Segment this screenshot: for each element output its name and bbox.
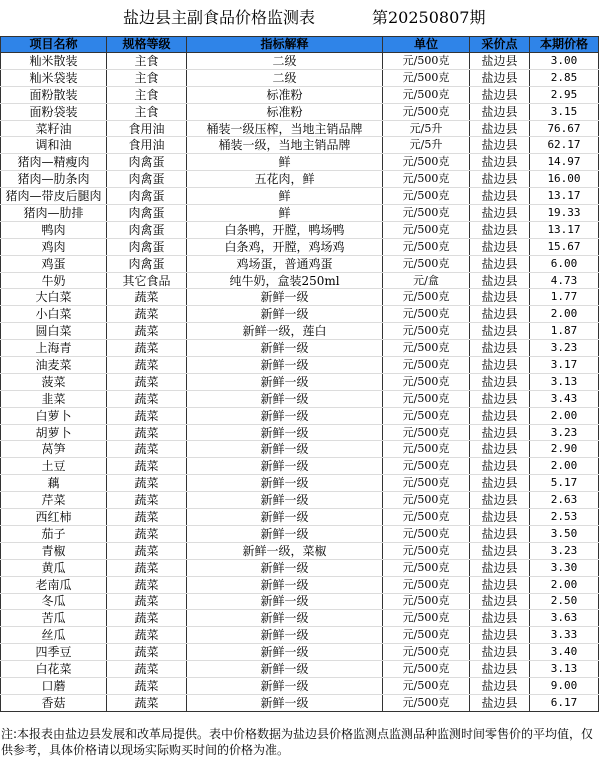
cell-unit: 元/500克 bbox=[383, 593, 470, 610]
cell-price: 2.63 bbox=[530, 492, 599, 509]
cell-item-name: 牛奶 bbox=[1, 272, 107, 289]
cell-item-name: 上海青 bbox=[1, 340, 107, 357]
cell-location: 盐边县 bbox=[470, 694, 530, 711]
table-row bbox=[1, 357, 599, 374]
cell-location: 盐边县 bbox=[470, 53, 530, 70]
table-row bbox=[1, 525, 599, 542]
cell-price: 15.67 bbox=[530, 238, 599, 255]
cell-item-name: 猪肉—精瘦肉 bbox=[1, 154, 107, 171]
cell-price: 2.00 bbox=[530, 306, 599, 323]
cell-unit: 元/500克 bbox=[383, 340, 470, 357]
table-row bbox=[1, 103, 599, 120]
cell-price: 9.00 bbox=[530, 677, 599, 694]
cell-unit: 元/500克 bbox=[383, 255, 470, 272]
cell-description: 新鲜一级 bbox=[187, 340, 383, 357]
cell-unit: 元/500克 bbox=[383, 610, 470, 627]
cell-price: 3.23 bbox=[530, 424, 599, 441]
cell-unit: 元/500克 bbox=[383, 441, 470, 458]
cell-unit: 元/500克 bbox=[383, 407, 470, 424]
table-row bbox=[1, 289, 599, 306]
cell-price: 2.90 bbox=[530, 441, 599, 458]
header-item-name: 项目名称 bbox=[1, 37, 107, 53]
table-row bbox=[1, 441, 599, 458]
cell-location: 盐边县 bbox=[470, 627, 530, 644]
cell-description: 白条鸡，开膛，鸡场鸡 bbox=[187, 238, 383, 255]
report-title-row bbox=[0, 0, 602, 36]
cell-location: 盐边县 bbox=[470, 424, 530, 441]
cell-price: 3.00 bbox=[530, 53, 599, 70]
cell-location: 盐边县 bbox=[470, 272, 530, 289]
cell-description: 新鲜一级 bbox=[187, 661, 383, 678]
cell-item-name: 面粉散装 bbox=[1, 86, 107, 103]
report-title: 盐边县主副食品价格监测表 bbox=[123, 8, 316, 27]
cell-grade: 主食 bbox=[107, 69, 187, 86]
cell-price: 3.33 bbox=[530, 627, 599, 644]
table-row bbox=[1, 492, 599, 509]
table-row bbox=[1, 627, 599, 644]
cell-description: 白条鸭，开膛，鸭场鸭 bbox=[187, 221, 383, 238]
cell-description: 新鲜一级 bbox=[187, 694, 383, 711]
header-location: 采价点 bbox=[470, 37, 530, 53]
cell-unit: 元/500克 bbox=[383, 373, 470, 390]
cell-grade: 蔬菜 bbox=[107, 306, 187, 323]
cell-item-name: 青椒 bbox=[1, 542, 107, 559]
table-row bbox=[1, 559, 599, 576]
cell-price: 1.77 bbox=[530, 289, 599, 306]
cell-item-name: 面粉袋装 bbox=[1, 103, 107, 120]
table-row bbox=[1, 171, 599, 188]
cell-description: 新鲜一级 bbox=[187, 373, 383, 390]
cell-grade: 蔬菜 bbox=[107, 441, 187, 458]
table-row bbox=[1, 69, 599, 86]
cell-price: 6.00 bbox=[530, 255, 599, 272]
cell-price: 2.85 bbox=[530, 69, 599, 86]
cell-description: 新鲜一级 bbox=[187, 458, 383, 475]
cell-location: 盐边县 bbox=[470, 340, 530, 357]
cell-location: 盐边县 bbox=[470, 323, 530, 340]
cell-description: 桶装一级压榨，当地主销品牌 bbox=[187, 120, 383, 137]
cell-price: 3.63 bbox=[530, 610, 599, 627]
cell-unit: 元/500克 bbox=[383, 492, 470, 509]
table-row bbox=[1, 677, 599, 694]
cell-location: 盐边县 bbox=[470, 255, 530, 272]
cell-description: 新鲜一级 bbox=[187, 559, 383, 576]
cell-price: 2.50 bbox=[530, 593, 599, 610]
cell-description: 鸡场蛋，普通鸡蛋 bbox=[187, 255, 383, 272]
cell-item-name: 菜籽油 bbox=[1, 120, 107, 137]
cell-item-name: 茄子 bbox=[1, 525, 107, 542]
cell-price: 2.95 bbox=[530, 86, 599, 103]
cell-item-name: 籼米散装 bbox=[1, 53, 107, 70]
cell-unit: 元/500克 bbox=[383, 53, 470, 70]
cell-location: 盐边县 bbox=[470, 86, 530, 103]
cell-unit: 元/500克 bbox=[383, 424, 470, 441]
cell-description: 新鲜一级 bbox=[187, 677, 383, 694]
cell-description: 鲜 bbox=[187, 154, 383, 171]
cell-description: 新鲜一级 bbox=[187, 492, 383, 509]
cell-unit: 元/500克 bbox=[383, 205, 470, 222]
cell-location: 盐边县 bbox=[470, 576, 530, 593]
cell-description: 新鲜一级 bbox=[187, 306, 383, 323]
cell-location: 盐边县 bbox=[470, 390, 530, 407]
cell-unit: 元/500克 bbox=[383, 458, 470, 475]
cell-location: 盐边县 bbox=[470, 188, 530, 205]
cell-item-name: 藕 bbox=[1, 475, 107, 492]
cell-description: 新鲜一级 bbox=[187, 576, 383, 593]
cell-grade: 蔬菜 bbox=[107, 509, 187, 526]
cell-description: 鲜 bbox=[187, 188, 383, 205]
cell-grade: 蔬菜 bbox=[107, 373, 187, 390]
cell-location: 盐边县 bbox=[470, 677, 530, 694]
table-row bbox=[1, 694, 599, 711]
cell-unit: 元/500克 bbox=[383, 576, 470, 593]
cell-grade: 肉禽蛋 bbox=[107, 221, 187, 238]
cell-description: 新鲜一级 bbox=[187, 357, 383, 374]
cell-grade: 肉禽蛋 bbox=[107, 154, 187, 171]
cell-unit: 元/500克 bbox=[383, 525, 470, 542]
cell-description: 新鲜一级，莲白 bbox=[187, 323, 383, 340]
cell-grade: 蔬菜 bbox=[107, 289, 187, 306]
cell-location: 盐边县 bbox=[470, 492, 530, 509]
table-row bbox=[1, 188, 599, 205]
cell-location: 盐边县 bbox=[470, 373, 530, 390]
table-header-row bbox=[1, 37, 599, 53]
cell-grade: 食用油 bbox=[107, 120, 187, 137]
cell-location: 盐边县 bbox=[470, 205, 530, 222]
table-row bbox=[1, 137, 599, 154]
cell-unit: 元/500克 bbox=[383, 390, 470, 407]
cell-location: 盐边县 bbox=[470, 593, 530, 610]
table-row bbox=[1, 593, 599, 610]
cell-price: 3.13 bbox=[530, 661, 599, 678]
table-row bbox=[1, 221, 599, 238]
cell-item-name: 苦瓜 bbox=[1, 610, 107, 627]
cell-grade: 蔬菜 bbox=[107, 661, 187, 678]
table-row bbox=[1, 272, 599, 289]
footnote: 注:本报表由盐边县发展和改革局提供。表中价格数据为盐边县价格监测点监测品种监测时间零售价的平均值，仅供参考，具体价格请以现场实际购买时间的价格为准。 bbox=[1, 727, 594, 757]
cell-price: 6.17 bbox=[530, 694, 599, 711]
cell-grade: 蔬菜 bbox=[107, 390, 187, 407]
cell-location: 盐边县 bbox=[470, 441, 530, 458]
cell-price: 13.17 bbox=[530, 188, 599, 205]
cell-grade: 蔬菜 bbox=[107, 525, 187, 542]
cell-item-name: 鸡肉 bbox=[1, 238, 107, 255]
cell-price: 13.17 bbox=[530, 221, 599, 238]
cell-description: 新鲜一级 bbox=[187, 289, 383, 306]
cell-unit: 元/盒 bbox=[383, 272, 470, 289]
cell-grade: 蔬菜 bbox=[107, 627, 187, 644]
cell-item-name: 白花菜 bbox=[1, 661, 107, 678]
cell-description: 新鲜一级 bbox=[187, 593, 383, 610]
cell-grade: 主食 bbox=[107, 53, 187, 70]
cell-item-name: 菠菜 bbox=[1, 373, 107, 390]
cell-grade: 蔬菜 bbox=[107, 492, 187, 509]
cell-grade: 蔬菜 bbox=[107, 458, 187, 475]
cell-grade: 蔬菜 bbox=[107, 694, 187, 711]
cell-item-name: 调和油 bbox=[1, 137, 107, 154]
cell-unit: 元/500克 bbox=[383, 69, 470, 86]
table-row bbox=[1, 661, 599, 678]
cell-grade: 肉禽蛋 bbox=[107, 238, 187, 255]
cell-unit: 元/5升 bbox=[383, 137, 470, 154]
cell-description: 纯牛奶，盒装250ml bbox=[187, 272, 383, 289]
cell-item-name: 小白菜 bbox=[1, 306, 107, 323]
cell-item-name: 猪肉—肋条肉 bbox=[1, 171, 107, 188]
cell-item-name: 胡萝卜 bbox=[1, 424, 107, 441]
report-period: 第20250807期 bbox=[372, 8, 486, 27]
price-table bbox=[0, 36, 599, 712]
cell-price: 76.67 bbox=[530, 120, 599, 137]
cell-location: 盐边县 bbox=[470, 120, 530, 137]
cell-grade: 主食 bbox=[107, 86, 187, 103]
cell-grade: 蔬菜 bbox=[107, 542, 187, 559]
cell-location: 盐边县 bbox=[470, 559, 530, 576]
table-row bbox=[1, 306, 599, 323]
cell-location: 盐边县 bbox=[470, 525, 530, 542]
cell-price: 62.17 bbox=[530, 137, 599, 154]
cell-unit: 元/500克 bbox=[383, 306, 470, 323]
cell-description: 新鲜一级 bbox=[187, 627, 383, 644]
cell-item-name: 白萝卜 bbox=[1, 407, 107, 424]
cell-item-name: 香菇 bbox=[1, 694, 107, 711]
table-row bbox=[1, 509, 599, 526]
cell-unit: 元/500克 bbox=[383, 661, 470, 678]
cell-grade: 蔬菜 bbox=[107, 357, 187, 374]
cell-item-name: 冬瓜 bbox=[1, 593, 107, 610]
cell-price: 3.30 bbox=[530, 559, 599, 576]
cell-item-name: 丝瓜 bbox=[1, 627, 107, 644]
cell-description: 新鲜一级 bbox=[187, 525, 383, 542]
cell-description: 新鲜一级 bbox=[187, 610, 383, 627]
cell-price: 3.43 bbox=[530, 390, 599, 407]
cell-unit: 元/500克 bbox=[383, 171, 470, 188]
cell-location: 盐边县 bbox=[470, 171, 530, 188]
cell-item-name: 大白菜 bbox=[1, 289, 107, 306]
cell-description: 新鲜一级 bbox=[187, 424, 383, 441]
cell-location: 盐边县 bbox=[470, 610, 530, 627]
cell-description: 标准粉 bbox=[187, 103, 383, 120]
table-row bbox=[1, 53, 599, 70]
table-row bbox=[1, 475, 599, 492]
cell-grade: 肉禽蛋 bbox=[107, 255, 187, 272]
cell-description: 标准粉 bbox=[187, 86, 383, 103]
cell-price: 2.00 bbox=[530, 458, 599, 475]
cell-location: 盐边县 bbox=[470, 509, 530, 526]
table-row bbox=[1, 238, 599, 255]
cell-price: 3.13 bbox=[530, 373, 599, 390]
cell-item-name: 鸡蛋 bbox=[1, 255, 107, 272]
cell-description: 二级 bbox=[187, 53, 383, 70]
cell-unit: 元/500克 bbox=[383, 221, 470, 238]
cell-location: 盐边县 bbox=[470, 238, 530, 255]
table-row bbox=[1, 255, 599, 272]
cell-price: 2.00 bbox=[530, 407, 599, 424]
cell-grade: 蔬菜 bbox=[107, 610, 187, 627]
cell-item-name: 土豆 bbox=[1, 458, 107, 475]
cell-item-name: 猪肉—带皮后腿肉 bbox=[1, 188, 107, 205]
cell-description: 新鲜一级，菜椒 bbox=[187, 542, 383, 559]
cell-grade: 蔬菜 bbox=[107, 644, 187, 661]
table-row bbox=[1, 205, 599, 222]
cell-unit: 元/500克 bbox=[383, 188, 470, 205]
cell-grade: 蔬菜 bbox=[107, 323, 187, 340]
cell-grade: 蔬菜 bbox=[107, 407, 187, 424]
cell-description: 新鲜一级 bbox=[187, 441, 383, 458]
cell-description: 五花肉，鲜 bbox=[187, 171, 383, 188]
cell-location: 盐边县 bbox=[470, 289, 530, 306]
table-row bbox=[1, 390, 599, 407]
table-row bbox=[1, 644, 599, 661]
cell-location: 盐边县 bbox=[470, 357, 530, 374]
cell-location: 盐边县 bbox=[470, 306, 530, 323]
table-row bbox=[1, 542, 599, 559]
cell-grade: 蔬菜 bbox=[107, 424, 187, 441]
cell-unit: 元/500克 bbox=[383, 559, 470, 576]
header-unit: 单位 bbox=[383, 37, 470, 53]
cell-location: 盐边县 bbox=[470, 103, 530, 120]
cell-price: 3.17 bbox=[530, 357, 599, 374]
cell-item-name: 四季豆 bbox=[1, 644, 107, 661]
cell-item-name: 芹菜 bbox=[1, 492, 107, 509]
cell-unit: 元/500克 bbox=[383, 154, 470, 171]
cell-description: 桶装一级，当地主销品牌 bbox=[187, 137, 383, 154]
cell-item-name: 西红柿 bbox=[1, 509, 107, 526]
cell-location: 盐边县 bbox=[470, 154, 530, 171]
cell-description: 新鲜一级 bbox=[187, 509, 383, 526]
cell-item-name: 莴笋 bbox=[1, 441, 107, 458]
table-row bbox=[1, 323, 599, 340]
table-row bbox=[1, 424, 599, 441]
cell-item-name: 韭菜 bbox=[1, 390, 107, 407]
cell-unit: 元/500克 bbox=[383, 289, 470, 306]
cell-grade: 蔬菜 bbox=[107, 593, 187, 610]
cell-item-name: 鸭肉 bbox=[1, 221, 107, 238]
cell-description: 鲜 bbox=[187, 205, 383, 222]
table-row bbox=[1, 86, 599, 103]
cell-unit: 元/500克 bbox=[383, 627, 470, 644]
cell-location: 盐边县 bbox=[470, 458, 530, 475]
cell-grade: 蔬菜 bbox=[107, 576, 187, 593]
cell-location: 盐边县 bbox=[470, 407, 530, 424]
cell-unit: 元/500克 bbox=[383, 677, 470, 694]
cell-unit: 元/500克 bbox=[383, 509, 470, 526]
cell-price: 3.23 bbox=[530, 340, 599, 357]
cell-unit: 元/500克 bbox=[383, 238, 470, 255]
cell-price: 3.23 bbox=[530, 542, 599, 559]
cell-price: 14.97 bbox=[530, 154, 599, 171]
cell-description: 新鲜一级 bbox=[187, 644, 383, 661]
cell-price: 3.40 bbox=[530, 644, 599, 661]
cell-grade: 食用油 bbox=[107, 137, 187, 154]
cell-price: 2.53 bbox=[530, 509, 599, 526]
cell-description: 二级 bbox=[187, 69, 383, 86]
cell-price: 5.17 bbox=[530, 475, 599, 492]
cell-item-name: 老南瓜 bbox=[1, 576, 107, 593]
cell-location: 盐边县 bbox=[470, 69, 530, 86]
table-row bbox=[1, 373, 599, 390]
cell-description: 新鲜一级 bbox=[187, 390, 383, 407]
cell-price: 4.73 bbox=[530, 272, 599, 289]
cell-price: 19.33 bbox=[530, 205, 599, 222]
cell-location: 盐边县 bbox=[470, 475, 530, 492]
cell-grade: 蔬菜 bbox=[107, 475, 187, 492]
cell-location: 盐边县 bbox=[470, 661, 530, 678]
cell-location: 盐边县 bbox=[470, 137, 530, 154]
cell-unit: 元/500克 bbox=[383, 542, 470, 559]
cell-grade: 主食 bbox=[107, 103, 187, 120]
cell-grade: 其它食品 bbox=[107, 272, 187, 289]
cell-unit: 元/500克 bbox=[383, 323, 470, 340]
cell-grade: 肉禽蛋 bbox=[107, 188, 187, 205]
cell-location: 盐边县 bbox=[470, 221, 530, 238]
cell-unit: 元/500克 bbox=[383, 694, 470, 711]
cell-item-name: 口蘑 bbox=[1, 677, 107, 694]
cell-item-name: 籼米袋装 bbox=[1, 69, 107, 86]
cell-price: 3.50 bbox=[530, 525, 599, 542]
cell-location: 盐边县 bbox=[470, 644, 530, 661]
table-row bbox=[1, 407, 599, 424]
cell-price: 16.00 bbox=[530, 171, 599, 188]
cell-description: 新鲜一级 bbox=[187, 475, 383, 492]
table-row bbox=[1, 340, 599, 357]
table-header bbox=[1, 37, 599, 53]
table-body bbox=[1, 53, 599, 712]
cell-grade: 肉禽蛋 bbox=[107, 171, 187, 188]
header-price: 本期价格 bbox=[530, 37, 599, 53]
table-row bbox=[1, 458, 599, 475]
cell-grade: 蔬菜 bbox=[107, 340, 187, 357]
cell-price: 2.00 bbox=[530, 576, 599, 593]
table-row bbox=[1, 120, 599, 137]
cell-unit: 元/5升 bbox=[383, 120, 470, 137]
cell-grade: 肉禽蛋 bbox=[107, 205, 187, 222]
header-description: 指标解释 bbox=[187, 37, 383, 53]
cell-unit: 元/500克 bbox=[383, 644, 470, 661]
cell-price: 1.87 bbox=[530, 323, 599, 340]
table-row bbox=[1, 576, 599, 593]
cell-unit: 元/500克 bbox=[383, 357, 470, 374]
cell-grade: 蔬菜 bbox=[107, 559, 187, 576]
cell-description: 新鲜一级 bbox=[187, 407, 383, 424]
table-row bbox=[1, 610, 599, 627]
cell-item-name: 油麦菜 bbox=[1, 357, 107, 374]
cell-unit: 元/500克 bbox=[383, 475, 470, 492]
header-grade: 规格等级 bbox=[107, 37, 187, 53]
cell-item-name: 黄瓜 bbox=[1, 559, 107, 576]
cell-location: 盐边县 bbox=[470, 542, 530, 559]
cell-unit: 元/500克 bbox=[383, 103, 470, 120]
cell-unit: 元/500克 bbox=[383, 86, 470, 103]
cell-item-name: 圆白菜 bbox=[1, 323, 107, 340]
cell-grade: 蔬菜 bbox=[107, 677, 187, 694]
cell-item-name: 猪肉—肋排 bbox=[1, 205, 107, 222]
table-row bbox=[1, 154, 599, 171]
cell-price: 3.15 bbox=[530, 103, 599, 120]
